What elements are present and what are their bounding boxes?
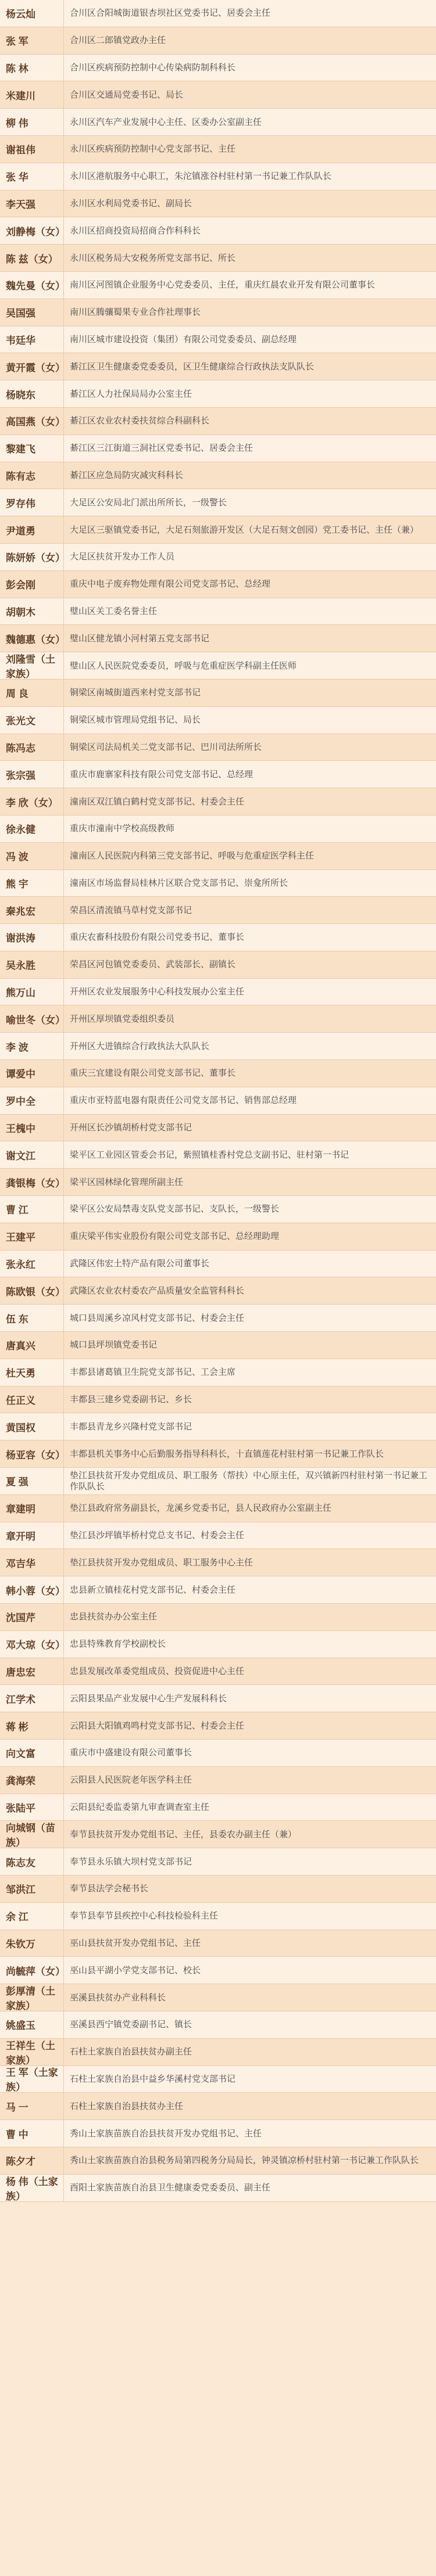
table-row: [0, 27, 436, 55]
person-position: 开州区厚坝镇党委组织委员: [70, 1014, 175, 1024]
table-row: [0, 353, 436, 380]
table-row: [0, 1848, 436, 1876]
person-position: 綦江区卫生健康委党委委员，区卫生健康综合行政执法支队队长: [70, 361, 315, 372]
person-name: 杨 伟（土家族）: [0, 2175, 64, 2201]
person-name: 章建明: [0, 1495, 64, 1522]
person-name: 唐真兴: [0, 1332, 64, 1359]
person-position: 城口县坪坝镇党委书记: [70, 1340, 158, 1350]
table-row: [0, 2093, 436, 2120]
person-name: 喻世冬（女）: [0, 1005, 64, 1032]
person-name: 章开明: [0, 1522, 64, 1549]
table-row: [0, 2147, 436, 2175]
person-position: 丰都县机关事务中心后勤服务指导科科长，十直镇莲花村驻村第一书记兼工作队长: [70, 1449, 384, 1459]
person-name: 陈夕才: [0, 2147, 64, 2174]
table-row: [0, 1495, 436, 1522]
person-position: 梁平区公安局禁毒支队党支部书记、支队长，一级警长: [70, 1204, 280, 1215]
person-name: 马 一: [0, 2093, 64, 2119]
table-row: [0, 326, 436, 354]
table-row: [0, 1876, 436, 1903]
table-row: [0, 1984, 436, 2011]
person-position: 重庆市中盛建设有限公司董事长: [70, 1748, 192, 1758]
table-row: [0, 1903, 436, 1930]
person-name: 张 军: [0, 27, 64, 54]
person-position: 开州区大进镇综合行政执法大队队长: [70, 1041, 210, 1051]
table-row: [0, 462, 436, 490]
person-name: 彭会刚: [0, 571, 64, 598]
table-row: [0, 1305, 436, 1332]
table-row: [0, 1740, 436, 1767]
person-name: 向城钢（苗族）: [0, 1821, 64, 1848]
person-position: 南川区城市建设投资（集团）有限公司党委委员、副总经理: [70, 334, 297, 344]
table-row: [0, 217, 436, 245]
person-name: 罗中全: [0, 1087, 64, 1114]
table-row: [0, 924, 436, 951]
person-position: 巫溪县扶贫办产业科科长: [70, 1992, 166, 2003]
person-name: 黎建飞: [0, 435, 64, 462]
person-position: 荣昌区清流镇马草村党支部书记: [70, 905, 192, 915]
person-position: 云阳县纪委监委第九审查调查室主任: [70, 1802, 210, 1812]
person-name: 张陆平: [0, 1794, 64, 1821]
person-position: 石柱土家族自治县扶贫办主任: [70, 2101, 184, 2111]
table-row: [0, 680, 436, 707]
table-row: [0, 1957, 436, 1984]
person-position: 大足区公安局北门派出所所长，一级警长: [70, 497, 227, 508]
table-row: [0, 55, 436, 82]
person-position: 垫江县政府常务副县长，龙溪乡党委书记，县人民政府办公室副主任: [70, 1503, 332, 1514]
person-name: 杨云灿: [0, 0, 64, 27]
person-position: 开州区农业发展服务中心科技发展办公室主任: [70, 987, 245, 997]
person-position: 綦江区三江街道三洞社区党委书记、居委会主任: [70, 443, 253, 454]
person-name: 刘静梅（女）: [0, 217, 64, 244]
table-row: [0, 870, 436, 897]
person-position: 丰都县诸葛镇卫生院党支部书记、工会主席: [70, 1367, 236, 1378]
person-position: 石柱土家族自治县扶贫办副主任: [70, 2047, 192, 2057]
person-position: 丰都县青龙乡兴隆村党支部书记: [70, 1421, 192, 1432]
table-row: [0, 1033, 436, 1060]
table-row: [0, 1251, 436, 1278]
person-name: 邹洪江: [0, 1876, 64, 1902]
person-position: 璧山区健龙镇小河村第五党支部书记: [70, 633, 210, 644]
table-row: [0, 1440, 436, 1468]
person-name: 杨亚容（女）: [0, 1440, 64, 1467]
person-name: 陈欧银（女）: [0, 1277, 64, 1304]
person-name: 杜天勇: [0, 1359, 64, 1386]
person-position: 綦江区人力社保局局办公室主任: [70, 389, 192, 399]
person-position: 云阳县大阳镇鸡鸣村党支部书记、村委会主任: [70, 1720, 245, 1731]
person-position: 云阳县人民医院老年医学科主任: [70, 1775, 192, 1785]
person-position: 大足区扶贫开发办工作人员: [70, 552, 175, 562]
person-position: 忠县发展改革委党组成员、投资促进中心主任: [70, 1666, 245, 1676]
person-name: 韦廷华: [0, 326, 64, 353]
person-name: 姚盛玉: [0, 2011, 64, 2038]
person-position: 合川区疾病预防控制中心传染病防制科科长: [70, 62, 236, 73]
person-name: 张光文: [0, 707, 64, 734]
person-name: 吴永胜: [0, 951, 64, 978]
person-name: 张 华: [0, 163, 64, 190]
person-position: 奉节县扶贫开发办党组书记、主任，县委农办副主任（兼）: [70, 1829, 297, 1840]
table-row: [0, 897, 436, 924]
table-row: [0, 951, 436, 979]
person-position: 合川区交通局党委书记、局长: [70, 89, 184, 100]
person-position: 重庆中电子废弃物处理有限公司党支部书记、总经理: [70, 579, 271, 590]
table-row: [0, 109, 436, 136]
table-row: [0, 1005, 436, 1033]
person-name: 余 江: [0, 1903, 64, 1930]
table-row: [0, 163, 436, 191]
table-row: [0, 1658, 436, 1686]
person-position: 荣昌区河包镇党委委员、武装部长、副镇长: [70, 960, 236, 970]
person-position: 永川区疾病预防控制中心党支部书记、主任: [70, 144, 236, 155]
table-row: [0, 2066, 436, 2093]
person-name: 王祥生（土家族）: [0, 2039, 64, 2065]
table-row: [0, 734, 436, 761]
person-position: 合川区二郎镇党政办主任: [70, 35, 166, 46]
table-row: [0, 1223, 436, 1251]
person-name: 任正义: [0, 1386, 64, 1413]
table-row: [0, 1930, 436, 1957]
person-name: 李天强: [0, 191, 64, 217]
person-position: 秀山土家族苗族自治县税务局第四税务分局局长，钟灵镇凉桥村驻村第一书记兼工作队队长: [70, 2155, 419, 2166]
table-row: [0, 1767, 436, 1794]
person-name: 吴国强: [0, 299, 64, 326]
person-position: 秀山土家族苗族自治县扶贫开发办党组书记、主任: [70, 2128, 262, 2139]
table-row: [0, 1522, 436, 1550]
person-name: 陈 林: [0, 55, 64, 81]
person-name: 张宗强: [0, 761, 64, 788]
person-name: 米建川: [0, 81, 64, 108]
person-name: 陈冯志: [0, 734, 64, 761]
person-name: 李 欣（女）: [0, 788, 64, 815]
person-position: 奉节县法学会秘书长: [70, 1884, 149, 1894]
table-row: [0, 136, 436, 163]
table-row: [0, 2011, 436, 2039]
person-position: 酉阳土家族苗族自治县卫生健康委党委委员、副主任: [70, 2183, 271, 2193]
person-position: 巫溪县西宁镇党委副书记、镇长: [70, 2020, 192, 2030]
person-name: 曹 江: [0, 1196, 64, 1223]
table-row: [0, 1087, 436, 1115]
person-position: 巫山县扶贫开发办党组书记、主任: [70, 1938, 201, 1948]
person-name: 谢祖伟: [0, 136, 64, 163]
table-row: [0, 815, 436, 843]
person-name: 沈国芹: [0, 1604, 64, 1630]
person-position: 重庆市潼南中学校高级教师: [70, 824, 175, 834]
table-row: [0, 1631, 436, 1658]
person-name: 韩小蓉（女）: [0, 1576, 64, 1603]
person-position: 云阳县果品产业发展中心生产发展科科长: [70, 1693, 227, 1704]
table-row: [0, 1576, 436, 1604]
person-position: 垫江县扶贫开发办党组成员、职工服务中心主任: [70, 1557, 253, 1568]
person-name: 陈志友: [0, 1848, 64, 1875]
person-name: 谭爱中: [0, 1060, 64, 1087]
person-name: 李 波: [0, 1033, 64, 1059]
person-name: 魏德惠（女）: [0, 625, 64, 652]
table-row: [0, 81, 436, 109]
person-name: 谢文江: [0, 1141, 64, 1168]
person-name: 刘隆雪（土家族）: [0, 652, 64, 679]
person-name: 谢洪涛: [0, 924, 64, 951]
table-row: [0, 489, 436, 516]
person-name: 唐忠宏: [0, 1658, 64, 1685]
table-row: [0, 1604, 436, 1631]
person-position: 武隆区农业农村委农产品质量安全监管科科长: [70, 1285, 245, 1296]
person-position: 潼南区人民医院内科第三党支部书记、呼吸与危重症医学科主任: [70, 851, 315, 861]
table-row: [0, 1169, 436, 1196]
table-row: [0, 625, 436, 652]
person-name: 徐永健: [0, 815, 64, 842]
person-position: 潼南区市场监督局桂林片区联合党支部书记、崇龛所所长: [70, 878, 288, 888]
table-row: [0, 408, 436, 435]
person-position: 重庆农畜科技股份有限公司党委书记、董事长: [70, 932, 245, 943]
person-name: 张永红: [0, 1251, 64, 1277]
person-name: 胡朝木: [0, 598, 64, 625]
person-name: 魏先曼（女）: [0, 272, 64, 299]
table-row: [0, 435, 436, 462]
table-row: [0, 1196, 436, 1223]
person-position: 綦江区应急局防灾减灾科科长: [70, 470, 184, 480]
person-name: 罗存伟: [0, 489, 64, 516]
person-position: 奉节县永乐镇大坝村党支部书记: [70, 1856, 192, 1867]
person-position: 梁平区园林绿化管理所副主任: [70, 1177, 184, 1187]
person-name: 陈有志: [0, 462, 64, 489]
person-name: 夏 强: [0, 1468, 64, 1494]
person-name: 高国燕（女）: [0, 408, 64, 434]
person-name: 周 良: [0, 680, 64, 706]
person-position: 南川区腾骧蜀果专业合作社理事长: [70, 307, 201, 318]
person-position: 铜梁区南城街道西来村党支部书记: [70, 688, 201, 698]
table-row: [0, 652, 436, 680]
person-name: 黄开霞（女）: [0, 353, 64, 380]
person-position: 重庆市鹿寨家科技有限公司党支部书记、总经理: [70, 769, 253, 779]
person-position: 垫江县扶贫开发办党组成员、职工服务（帮扶）中心原主任，双兴镇新四村驻村第一书记兼工作队队长: [70, 1470, 428, 1492]
person-name: 尚毓萍（女）: [0, 1957, 64, 1984]
table-row: [0, 1685, 436, 1712]
person-name: 龚银梅（女）: [0, 1169, 64, 1195]
person-position: 大足区三驱镇党委书记，大足石刻旅游开发区（大足石刻文创园）党工委书记、主任（兼）: [70, 524, 419, 535]
table-row: [0, 516, 436, 544]
table-row: [0, 1549, 436, 1576]
table-row: [0, 272, 436, 299]
table-row: [0, 380, 436, 408]
table-row: [0, 1413, 436, 1440]
table-row: [0, 843, 436, 870]
person-name: 邓吉华: [0, 1549, 64, 1576]
person-position: 丰都县三建乡党委副书记、乡长: [70, 1395, 192, 1405]
person-position: 合川区合阳城街道银杏坝社区党委书记、居委会主任: [70, 8, 271, 19]
person-position: 城口县周溪乡凉风村党支部书记、村委会主任: [70, 1313, 245, 1323]
person-position: 南川区河图镇企业服务中心党委委员、主任，重庆红晨农业开发有限公司董事长: [70, 280, 376, 290]
table-row: [0, 1141, 436, 1169]
table-row: [0, 191, 436, 218]
person-name: 彭厚清（土家族）: [0, 1984, 64, 2011]
person-position: 永川区招商投资局招商合作科科长: [70, 225, 201, 236]
person-position: 潼南区双江镇白鹤村党支部书记、村委会主任: [70, 796, 245, 807]
person-position: 铜梁区城市管理局党组书记、局长: [70, 715, 201, 725]
person-position: 开州区长沙镇胡桥村党支部书记: [70, 1123, 192, 1133]
person-name: 伍 东: [0, 1305, 64, 1331]
person-position: 璧山区关工委名誉主任: [70, 606, 158, 616]
person-position: 永川区水利局党委书记、副局长: [70, 198, 192, 209]
person-name: 邓大琼（女）: [0, 1631, 64, 1658]
person-position: 铜梁区司法局机关二党支部书记、巴川司法所所长: [70, 742, 262, 752]
person-position: 奉节县奉节县疾控中心科技检验科主任: [70, 1911, 219, 1921]
person-position: 永川区税务局大安税务所党支部书记、所长: [70, 253, 236, 263]
table-row: [0, 1332, 436, 1359]
table-row: [0, 1712, 436, 1740]
person-position: 璧山区人民医院党委委员，呼吸与危重症医学科副主任医师: [70, 660, 297, 671]
person-position: 垫江县沙坪镇毕桥村党总支书记、村委会主任: [70, 1530, 245, 1541]
person-position: 忠县新立镇桂花村党支部书记、村委会主任: [70, 1585, 236, 1595]
person-name: 龚海荣: [0, 1767, 64, 1794]
table-row: [0, 1060, 436, 1087]
table-row: [0, 707, 436, 734]
table-row: [0, 1821, 436, 1848]
table-row: [0, 571, 436, 598]
person-position: 石柱土家族自治县中益乡华溪村党支部书记: [70, 2074, 236, 2084]
table-row: [0, 1115, 436, 1142]
person-position: 永川区汽车产业发展中心主任、区委办公室副主任: [70, 117, 262, 127]
person-name: 王 军（土家族）: [0, 2066, 64, 2093]
person-name: 秦兆宏: [0, 897, 64, 924]
table-row: [0, 1359, 436, 1386]
person-name: 蒋 彬: [0, 1712, 64, 1739]
person-position: 重庆梁平伟实业股份有限公司党支部书记、总经理助理: [70, 1231, 280, 1242]
person-name: 江学术: [0, 1685, 64, 1712]
person-position: 綦江区农业农村委扶贫综合科副科长: [70, 416, 210, 426]
person-name: 朱钦万: [0, 1930, 64, 1957]
table-row: [0, 1277, 436, 1305]
person-position: 武隆区伟宏土特产品有限公司董事长: [70, 1259, 210, 1269]
table-row: [0, 2039, 436, 2066]
person-position: 梁平区工业园区管委会书记，紫照镇桂香村党总支副书记、驻村第一书记: [70, 1149, 349, 1160]
person-position: 重庆三宜建设有限公司党支部书记、董事长: [70, 1068, 236, 1079]
person-name: 向文富: [0, 1740, 64, 1766]
person-name: 陈 兹（女）: [0, 245, 64, 271]
person-name: 熊 宇: [0, 870, 64, 897]
table-row: [0, 544, 436, 571]
person-position: 重庆市亚特蓝电器有限责任公司党支部书记、销售部总经理: [70, 1095, 297, 1106]
person-position: 忠县特殊教育学校副校长: [70, 1639, 166, 1650]
person-name: 陈妍娇（女）: [0, 544, 64, 570]
person-name: 王建平: [0, 1223, 64, 1250]
person-name: 杨晓东: [0, 380, 64, 407]
person-name: 柳 伟: [0, 109, 64, 135]
person-position: 忠县扶贫办办公室主任: [70, 1612, 158, 1622]
person-name: 熊万山: [0, 979, 64, 1005]
person-name: 冯 波: [0, 843, 64, 870]
table-row: [0, 979, 436, 1006]
table-row: [0, 299, 436, 326]
person-name: 曹 中: [0, 2120, 64, 2147]
person-position: 永川区港航服务中心职工，朱沱镇涨谷村驻村第一书记兼工作队队长: [70, 171, 332, 182]
table-row: [0, 2120, 436, 2147]
table-row: [0, 761, 436, 788]
table-row: [0, 598, 436, 626]
table-row: [0, 1386, 436, 1414]
table-row: [0, 788, 436, 815]
person-position: 巫山县平湖小学党支部书记、校长: [70, 1965, 201, 1975]
table-row: [0, 245, 436, 272]
table-row: [0, 0, 436, 27]
person-name: 王槐中: [0, 1115, 64, 1141]
table-row: [0, 2175, 436, 2202]
table-row: [0, 1794, 436, 1821]
person-name: 黄国权: [0, 1413, 64, 1440]
person-name: 尹道勇: [0, 516, 64, 543]
table-row: [0, 1468, 436, 1495]
